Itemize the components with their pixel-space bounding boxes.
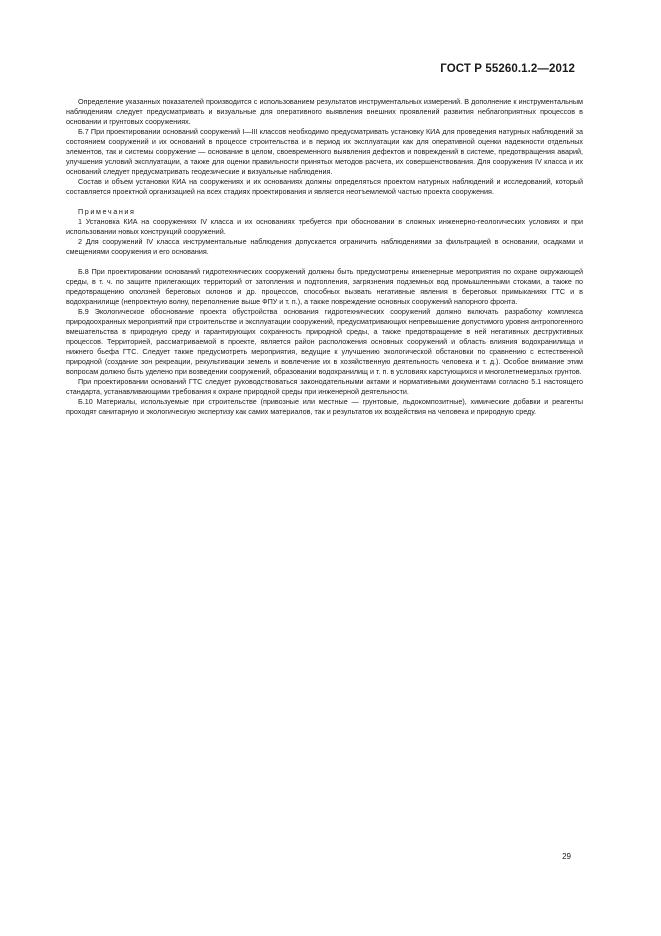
page-number: 29: [562, 852, 571, 861]
note-item-2: 2 Для сооружений IV класса инструментальные наблюдения допускается ограничить наблюдениями за фильтрацией в основании, осадками и смещениями сооружения и его основания.: [66, 237, 583, 256]
paragraph-b8: Б.8 При проектировании оснований гидротехнических сооружений должны быть предусмотрены инженерные мероприятия по охране окружающей среды, в т. ч. по защите прилегающих территорий от затопления и подтопления, загрязнения подземных вод промышленными стоками, а также по предотвращению оползней береговых склонов и др. процессов, способных вызвать негативные явления в береговых примыканиях ГТС и в водохранилище (непроектную волну, переполнение выше ФПУ и т. п.), а также повреждение основных сооружений напорного фронта.: [66, 267, 583, 306]
document-code: ГОСТ Р 55260.1.2—2012: [440, 63, 575, 75]
paragraph-b10: Б.10 Материалы, используемые при строительстве (привозные или местные — грунтовые, льдокомпозитные), химические добавки и реагенты проходят санитарную и экологическую экспертизу как самих материалов, так и результатов их воздействия на человека и природную среду.: [66, 397, 583, 416]
notes-title: Примечания: [78, 207, 136, 216]
paragraph-measurements: Определение указанных показателей производится с использованием результатов инструментальных измерений. В дополнение к инструментальным наблюдениям следует предусматривать и визуальные для оперативного выявления внешних проявлений развития неблагоприятных процессов в основании и грунтовых сооружениях.: [66, 97, 583, 126]
document-body: [66, 97, 583, 417]
note-item-1: 1 Установка КИА на сооружениях IV класса и их основаниях требуется при обосновании в сложных инженерно-геологических условиях и при использовании новых конструкций сооружений.: [66, 217, 583, 236]
paragraph-b7: Б.7 При проектировании оснований сооружений I—III классов необходимо предусматривать установку КИА для проведения натурных наблюдений за состоянием сооружений и их оснований в процессе строительства и в период их эксплуатации как для оперативной оценки надежности отдельных элементов, так и системы сооружение — основание в целом, своевременного выявления дефектов и повреждений в системе, предотвращения аварий, улучшения условий эксплуатации, а также для оценки правильности принятых методов расчета, их совершенствования. Для сооружения IV класса и их оснований следует предусматривать геодезические и визуальные наблюдения.: [66, 127, 583, 176]
paragraph-kia-scope: Состав и объем установки КИА на сооружениях и их основаниях должны определяться проектом натурных наблюдений и исследований, который составляется проектной организацией на всех стадиях проектирования и является неотъемлемой частью проекта сооружения.: [66, 177, 583, 196]
paragraph-b9: Б.9 Экологическое обоснование проекта обустройства основания гидротехнических сооружений должно включать разработку комплекса природоохранных мероприятий при строительстве и эксплуатации сооружений, предусматривающих непревышение допустимого уровня антропогенного вмешательства в природную среду и гарантирующих сохранность природной среды, а также предотвращение в ней негативных деструктивных процессов. Территорией, рассматриваемой в проекте, является район расположения основных сооружений и область влияния водохранилища и нижнего бьефа ГТС. Следует также предусмотреть мероприятия, ведущие к улучшению экологической обстановки по сравнению с естественной природной (создание зон рекреации, рекультивации земель и вовлечение их в хозяйственную деятельность человека и т. д.). Особое внимание этим вопросам должно быть уделено при возведении сооружений, образовании водохранилищ и т. п. в условиях карстующихся и многолетнемерзлых грунтов.: [66, 307, 583, 376]
paragraph-gts-regulations: При проектировании оснований ГТС следует руководствоваться законодательными актами и нормативными документами согласно 5.1 настоящего стандарта, устанавливающими требования к охране природной среды при инженерной деятельности.: [66, 377, 583, 396]
